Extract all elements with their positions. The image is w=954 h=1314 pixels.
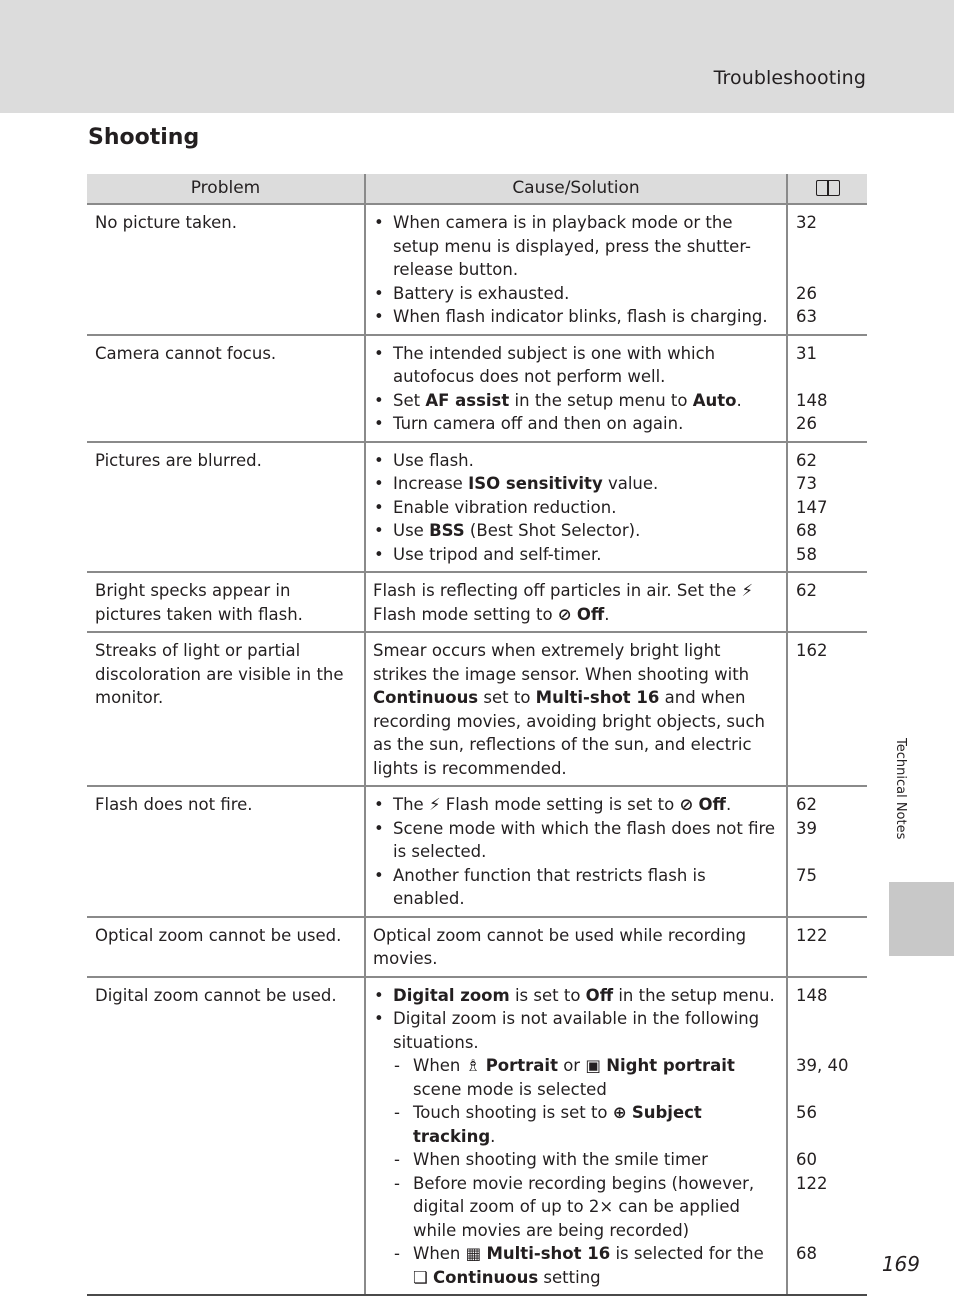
- multi-shot-icon: ▦: [465, 1244, 482, 1263]
- night-portrait-icon: ▣: [585, 1056, 601, 1075]
- side-label: Technical Notes: [893, 738, 908, 840]
- problem-cell: Bright specks appear in pictures taken with flash.: [87, 572, 365, 632]
- page-ref: 26: [796, 283, 817, 303]
- portrait-icon: ♗: [465, 1056, 481, 1075]
- list-item: • Turn camera off and then on again.: [373, 412, 778, 436]
- section-title: Shooting: [88, 125, 200, 150]
- table-row: [87, 786, 867, 917]
- header-band: [0, 0, 954, 113]
- flash-icon: ⚡: [428, 795, 441, 814]
- list-item: • When camera is in playback mode or the setup menu is displayed, press the shutter-release button.: [373, 211, 778, 282]
- list-item: • Another function that restricts flash is enabled.: [373, 864, 778, 911]
- flash-off-icon: ⊘: [557, 604, 572, 624]
- cause-cell: Optical zoom cannot be used while recording movies.: [365, 917, 787, 977]
- page-ref: 75: [796, 865, 817, 885]
- page-ref: 162: [796, 641, 828, 660]
- table-row: [87, 442, 867, 573]
- cause-cell: [365, 786, 787, 917]
- problem-cell: Streaks of light or partial discoloration are visible in the monitor.: [87, 632, 365, 786]
- problem-cell: No picture taken.: [87, 204, 365, 335]
- continuous-icon: ❏: [413, 1267, 428, 1287]
- table-row: [87, 917, 867, 977]
- page-cell: [787, 572, 867, 632]
- page-ref: 32: [796, 213, 817, 232]
- table-row: [87, 204, 867, 335]
- list-item: • The ⚡ Flash mode setting is set to ⊘ Off.: [373, 793, 778, 817]
- page-ref: 60: [796, 1150, 817, 1169]
- page-ref: 122: [796, 1173, 828, 1193]
- page-cell: [787, 632, 867, 786]
- page-ref: 58: [796, 544, 817, 564]
- page-number: 169: [881, 1252, 920, 1276]
- header-cause: Cause/Solution: [365, 174, 787, 204]
- page-ref: 39: [796, 818, 817, 838]
- problem-cell: Optical zoom cannot be used.: [87, 917, 365, 977]
- page-ref: 147: [796, 497, 828, 517]
- header-title: Troubleshooting: [713, 67, 866, 89]
- table-row: [87, 977, 867, 1296]
- side-tab: [889, 882, 954, 956]
- sub-list-item: - Before movie recording begins (however, digital zoom of up to 2× can be applied while movies are being recorded): [373, 1172, 778, 1243]
- page-ref: 63: [796, 307, 817, 326]
- list-item: • Battery is exhausted.: [373, 282, 778, 306]
- page-ref: 68: [796, 1244, 817, 1263]
- table-row: [87, 572, 867, 632]
- cause-cell: Flash is reflecting off particles in air. Set the ⚡ Flash mode setting to ⊘ Off.: [365, 572, 787, 632]
- problem-cell: Flash does not fire.: [87, 786, 365, 917]
- page-cell: [787, 204, 867, 335]
- sub-list: [373, 1054, 778, 1289]
- page-cell: [787, 977, 867, 1296]
- list-item: • Increase ISO sensitivity value.: [373, 472, 778, 496]
- cause-cell: [365, 204, 787, 335]
- page-ref: 56: [796, 1103, 817, 1122]
- page-ref: 26: [796, 414, 817, 433]
- bss-icon: BSS: [429, 521, 465, 540]
- table-row: [87, 632, 867, 786]
- list-item: • Use tripod and self-timer.: [373, 543, 778, 567]
- page-ref: 62: [796, 581, 817, 600]
- page-ref: 68: [796, 521, 817, 540]
- page-ref: 62: [796, 795, 817, 814]
- sub-list-item: - When shooting with the smile timer: [373, 1148, 778, 1172]
- flash-off-icon: ⊘: [679, 795, 694, 814]
- problem-cell: Camera cannot focus.: [87, 335, 365, 442]
- list-item: • Digital zoom is not available in the following situations.: [373, 1007, 778, 1054]
- list-item: • Set AF assist in the setup menu to Auto.: [373, 389, 778, 413]
- list-item: • Use flash.: [373, 449, 778, 473]
- page-ref: 31: [796, 343, 817, 363]
- sub-list-item: - Touch shooting is set to ⊕ Subject tracking.: [373, 1101, 778, 1148]
- sub-list-item: - When ▦ Multi-shot 16 is selected for the ❏ Continuous setting: [373, 1242, 778, 1289]
- page-ref: 148: [796, 390, 828, 410]
- cause-cell: [365, 442, 787, 573]
- list-item: • Enable vibration reduction.: [373, 496, 778, 520]
- list-item: • Use BSS (Best Shot Selector).: [373, 519, 778, 543]
- table-header-row: [87, 174, 867, 204]
- page-cell: [787, 335, 867, 442]
- page-cell: [787, 917, 867, 977]
- list-item: • The intended subject is one with which autofocus does not perform well.: [373, 342, 778, 389]
- troubleshooting-table: [87, 174, 867, 1296]
- page-ref: 39, 40: [796, 1056, 849, 1075]
- page-ref: 148: [796, 985, 828, 1005]
- cause-cell: [365, 977, 787, 1296]
- list-item: • Digital zoom is set to Off in the setup menu.: [373, 984, 778, 1008]
- page-ref: 62: [796, 450, 817, 470]
- problem-cell: Pictures are blurred.: [87, 442, 365, 573]
- list-item: • Scene mode with which the flash does not fire is selected.: [373, 817, 778, 864]
- sub-list-item: - When ♗ Portrait or ▣ Night portrait scene mode is selected: [373, 1054, 778, 1101]
- book-icon: [816, 180, 840, 196]
- list-item: • When flash indicator blinks, flash is charging.: [373, 305, 778, 329]
- table-row: [87, 335, 867, 442]
- page-cell: [787, 442, 867, 573]
- page-ref: 122: [796, 925, 828, 945]
- subject-tracking-icon: ⊕: [612, 1103, 627, 1122]
- problem-cell: Digital zoom cannot be used.: [87, 977, 365, 1296]
- page-ref: 73: [796, 474, 817, 493]
- header-page: [787, 174, 867, 204]
- page-cell: [787, 786, 867, 917]
- header-problem: Problem: [87, 174, 365, 204]
- flash-icon: ⚡: [741, 581, 754, 600]
- cause-cell: Smear occurs when extremely bright light strikes the image sensor. When shooting with Continuous set to Multi-shot 16 and when recording movies, avoiding bright objects, such as the sun, reflections of the sun, and electric lights is recommended.: [365, 632, 787, 786]
- cause-cell: [365, 335, 787, 442]
